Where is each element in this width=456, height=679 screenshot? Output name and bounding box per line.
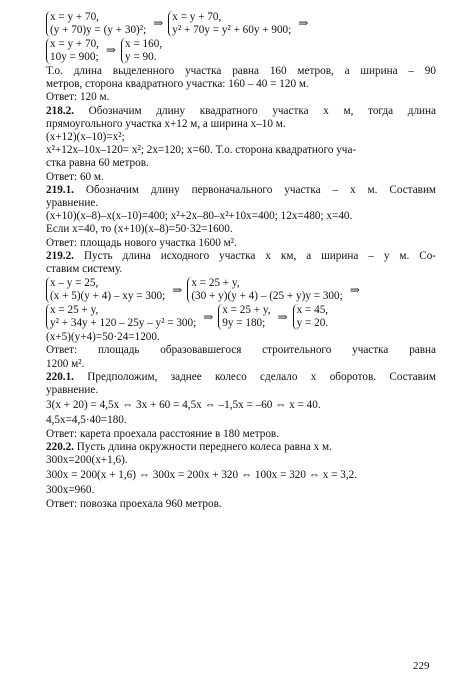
problem-heading: [46, 371, 436, 384]
text-span: Предположим, заднее колесо сделало x оборотов. Составим: [87, 370, 437, 383]
text-line: уравнение.: [46, 384, 99, 397]
system-line: 10y = 900;: [50, 51, 99, 63]
text-line: уравнение.: [46, 197, 99, 210]
text-span: Пусть длина окружности переднего колеса равна x м.: [76, 440, 332, 453]
text-line: x²+12x–10x–120= x²; 2x=120; x=60. Т.о. сторона квадратного уча-: [46, 144, 357, 157]
text-span: Пусть длина исходного участка x км, а ширина – y м. Со-: [83, 249, 437, 262]
problem-number: 220.1.: [46, 370, 74, 383]
equation-system-2: [46, 38, 436, 64]
system-line: y = 20.: [296, 317, 329, 330]
text-span: Обозначим длину первоначального участка – x м. Составим: [85, 183, 437, 196]
problem-number: 219.2.: [46, 249, 74, 262]
system-line: x = 45,: [296, 304, 329, 317]
system-line: x = y + 70,: [50, 11, 99, 23]
system-line: x = 25 + y,: [50, 304, 99, 317]
equation-line: 300x = 200(x + 1,6) ⇔ 300x = 200x + 320 ⇔ 100x = 320 ⇔ x = 3,2.: [46, 469, 358, 482]
system-line: (30 + y)(y + 4) – (25 + y)y = 300;: [191, 290, 343, 303]
implies-arrow: ⇒: [349, 282, 360, 297]
answer-line: Ответ: повозка проехала 960 метров.: [46, 497, 222, 510]
text-line: (x+12)(x–10)=x²;: [46, 131, 125, 144]
implies-arrow: ⇒: [153, 16, 164, 31]
problem-heading: [46, 184, 436, 197]
text-line: прямоугольного участка x+12 м, а ширина x–10 м.: [46, 117, 286, 130]
system-brace: [46, 11, 146, 37]
answer-line: Ответ: 60 м.: [46, 170, 104, 183]
text-line: 4,5x=4,5·40=180.: [46, 414, 127, 427]
system-line: x – y = 25,: [50, 277, 99, 290]
system-brace: [187, 277, 342, 303]
system-line: y = 90.: [125, 51, 157, 63]
system-line: x = y + 70,: [50, 38, 99, 50]
answer-line: Ответ: площадь нового участка 1600 м².: [46, 236, 237, 249]
implies-arrow: ⇒: [172, 282, 183, 297]
text-line: стка равна 60 метров.: [46, 157, 149, 170]
system-brace: [46, 38, 99, 64]
text-line: ставим систему.: [46, 263, 123, 276]
problem-heading: [46, 105, 436, 118]
equation-system-1: [46, 11, 436, 37]
system-line: y² + 34y + 120 – 25y – y² = 300;: [50, 317, 197, 330]
system-line: x = 25 + y,: [191, 277, 240, 290]
problem-number: 219.1.: [46, 183, 74, 196]
text-line: 1200 м².: [46, 357, 85, 370]
problem-number: 220.2.: [46, 440, 74, 453]
text-line: Если x=40, то (x+10)(x–8)=50·32=1600.: [46, 223, 233, 236]
problem-heading: [46, 250, 436, 263]
text-line: (x+5)(y+4)=50·24=1200.: [46, 331, 160, 344]
system-brace: [46, 304, 196, 330]
text-line: 300x=200(x+1,6).: [46, 454, 128, 467]
system-brace: [293, 304, 328, 330]
problem-number: 218.2.: [46, 104, 74, 117]
equation-line: 3(x + 20) = 4,5x ⇔ 3x + 60 = 4,5x ⇔ –1,5x = –60 ⇔ x = 40.: [46, 399, 321, 412]
implies-arrow: ⇒: [203, 309, 214, 324]
system-line: y² + 70y = y² + 60y + 900;: [172, 24, 292, 36]
page-number: 229: [413, 660, 430, 672]
system-brace: [46, 277, 165, 303]
system-line: x = y + 70,: [172, 11, 222, 23]
problem-heading: [46, 441, 436, 454]
system-line: x = 25 + y,: [222, 304, 271, 317]
text-line: (x+10)(x–8)–x(x–10)=400; x²+2x–80–x²+10x=400; 12x=480; x=40.: [46, 210, 353, 223]
system-line: 9y = 180;: [222, 317, 266, 330]
text-line: 300x=960.: [46, 484, 95, 497]
system-brace: [168, 11, 291, 37]
implies-arrow: ⇒: [277, 309, 288, 324]
implies-arrow: ⇒: [105, 43, 117, 58]
answer-line: Ответ: карета проехала расстояние в 180 метров.: [46, 427, 279, 440]
text-span: Обозначим длину квадратного участка x м, тогда длина: [88, 104, 436, 117]
text-line: метров, сторона квадратного участка: 160 – 40 = 120 м.: [46, 78, 309, 91]
implies-arrow: ⇒: [298, 16, 309, 31]
system-brace: [121, 38, 162, 64]
answer-line: Ответ: площадь образовавшегося строительного участка равна: [46, 344, 436, 357]
equation-system-4: [46, 304, 436, 330]
text-line: Т.о. длина выделенного участка равна 160 метров, а ширина – 90: [46, 65, 436, 77]
system-line: x = 160,: [125, 38, 163, 50]
answer-line: Ответ: 120 м.: [46, 91, 110, 104]
system-line: (x + 5)(y + 4) – xy = 300;: [50, 290, 166, 303]
system-line: (y + 70)y = (y + 30)²;: [50, 24, 147, 36]
equation-system-3: [46, 277, 436, 303]
system-brace: [218, 304, 270, 330]
